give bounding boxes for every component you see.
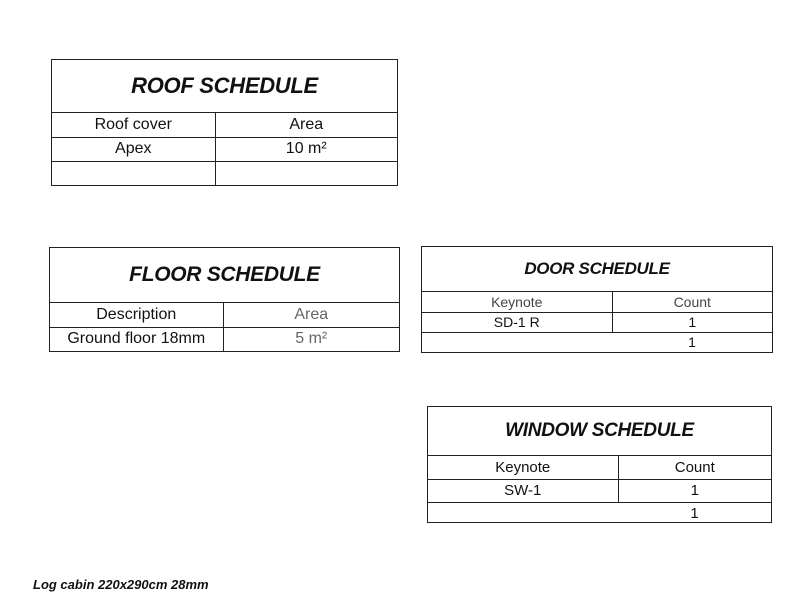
table-row xyxy=(428,479,771,502)
door-schedule xyxy=(421,246,773,353)
column-header-area: Area xyxy=(223,303,399,327)
table-row xyxy=(50,327,399,351)
table-header-row xyxy=(422,292,772,312)
column-header-description: Description xyxy=(50,303,223,327)
roof-schedule xyxy=(51,59,398,186)
cell-area: 5 m² xyxy=(223,327,399,351)
table-total-row xyxy=(428,502,771,525)
column-header-keynote: Keynote xyxy=(428,456,618,479)
cell-empty xyxy=(215,161,397,185)
drawing-caption: Log cabin 220x290cm 28mm xyxy=(33,577,209,592)
cell-total-count: 1 xyxy=(688,334,696,351)
cell-count: 1 xyxy=(612,312,772,332)
table-total-row xyxy=(52,161,397,185)
column-header-area: Area xyxy=(215,113,397,137)
cell-total-label xyxy=(422,332,612,352)
column-header-keynote: Keynote xyxy=(422,292,612,312)
table-header-row xyxy=(50,303,399,327)
floor-schedule-title: FLOOR SCHEDULE xyxy=(50,248,399,303)
roof-schedule-table xyxy=(52,113,397,185)
door-schedule-table xyxy=(422,292,772,352)
door-schedule-title: DOOR SCHEDULE xyxy=(422,247,772,292)
window-schedule-table xyxy=(428,456,771,525)
table-total-row xyxy=(422,332,772,352)
table-header-row xyxy=(52,113,397,137)
window-schedule-title: WINDOW SCHEDULE xyxy=(428,407,771,456)
cell-area: 10 m² xyxy=(215,137,397,161)
cell-total-count: 1 xyxy=(690,505,699,523)
column-header-count: Count xyxy=(612,292,772,312)
table-row xyxy=(422,312,772,332)
column-header-roof-cover: Roof cover xyxy=(52,113,215,137)
cell-description: Ground floor 18mm xyxy=(67,330,206,348)
cell-count: 1 xyxy=(618,479,771,502)
floor-schedule xyxy=(49,247,400,352)
window-schedule xyxy=(427,406,772,523)
roof-schedule-title: ROOF SCHEDULE xyxy=(52,60,397,113)
cell-total-label xyxy=(428,502,618,525)
table-row xyxy=(52,137,397,161)
cell-roof-cover: Apex xyxy=(52,137,215,161)
cell-keynote: SW-1 xyxy=(428,479,618,502)
table-header-row xyxy=(428,456,771,479)
cell-keynote: SD-1 R xyxy=(422,312,612,332)
column-header-count: Count xyxy=(618,456,771,479)
floor-schedule-table xyxy=(50,303,399,351)
cell-empty xyxy=(52,161,215,185)
